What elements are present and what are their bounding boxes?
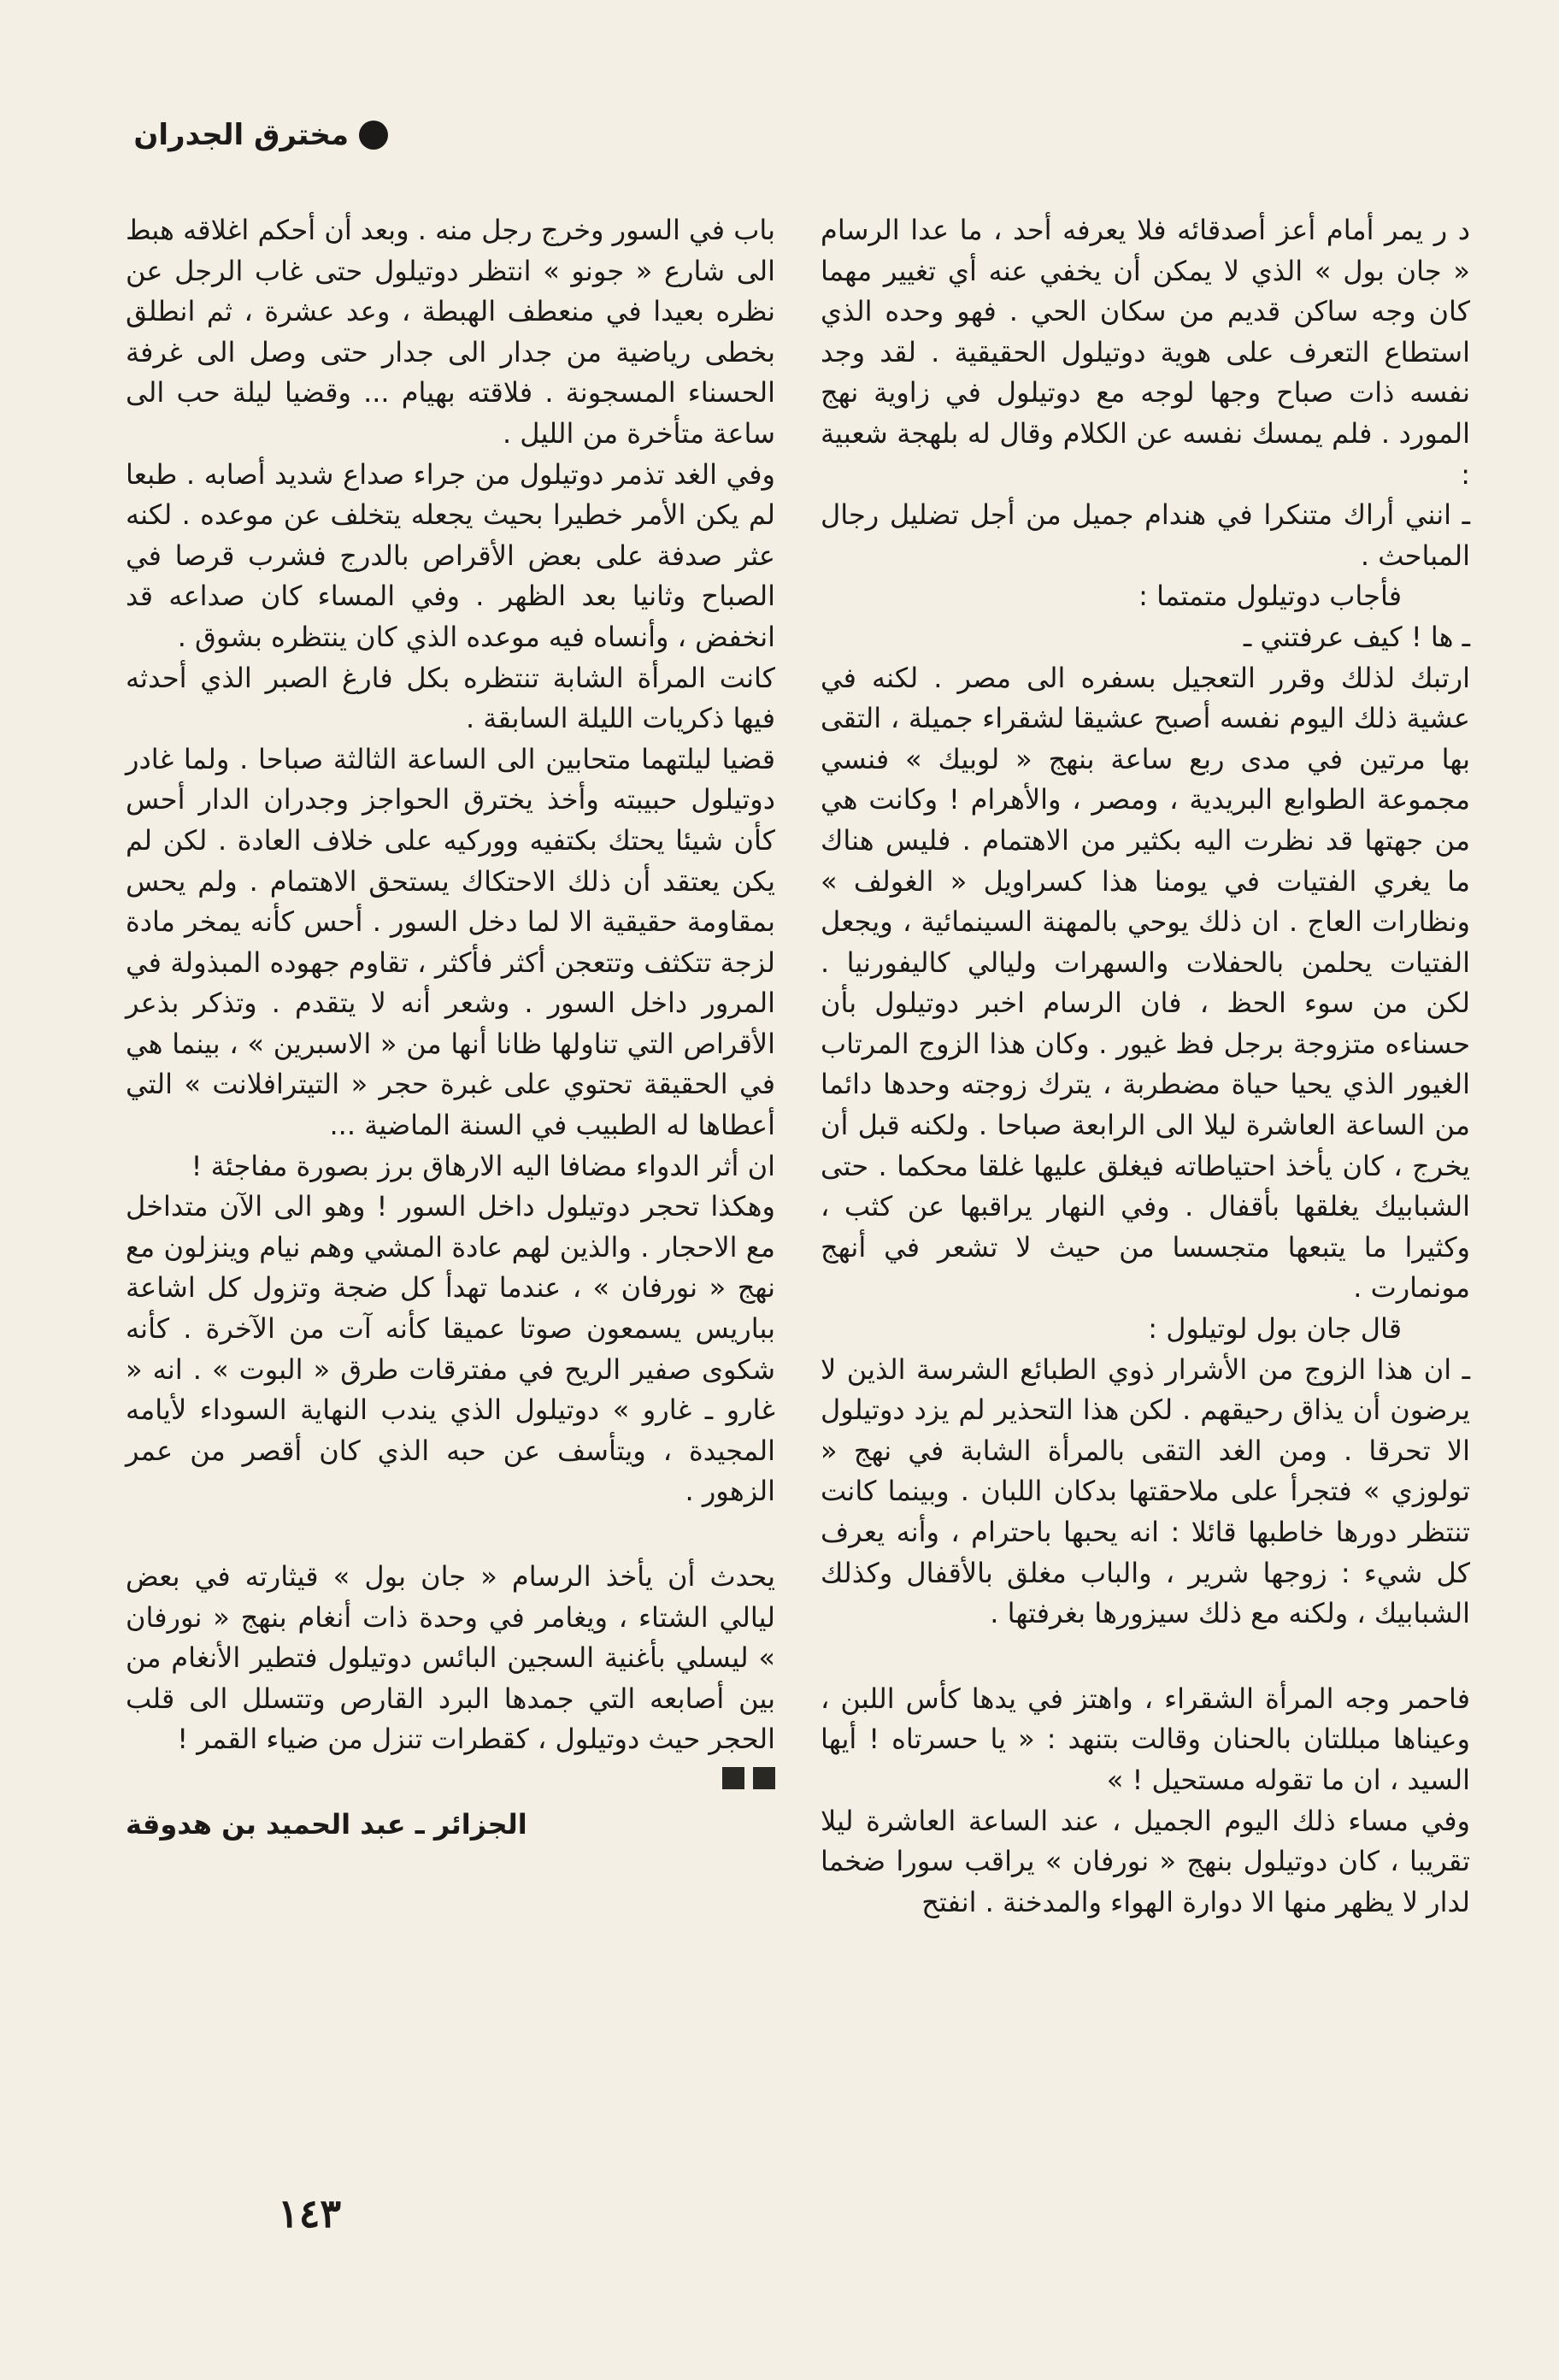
page-number: ١٤٣ xyxy=(278,2190,342,2236)
bullet-dot-icon xyxy=(359,121,388,150)
paragraph: وفي مساء ذلك اليوم الجميل ، عند الساعة العاشرة ليلا تقريبا ، كان دوتيلول بنهج « نورفان » يراقب سورا ضخما لدار لا يظهر منها الا دوارة الهواء والمدخنة . انفتح xyxy=(821,1804,1470,1918)
paragraph: قال جان بول لوتيلول : xyxy=(1148,1312,1402,1346)
running-head xyxy=(133,118,388,152)
paragraph: د ر يمر أمام أعز أصدقائه فلا يعرفه أحد ، ما عدا الرسام « جان بول » الذي لا يمكن أن يخفي عنه أي تغيير مهما كان وجه ساكن قديم من سكان الحي . فهو وحده الذي استطاع التعرف على هوية دوتيلول الحقيقية . لقد وجد نفسه ذات صباح وجها لوجه مع دوتيلول في زاوية نهج المورد . فلم يمسك نفسه عن الكلام وقال له بلهجة شعبية : xyxy=(821,214,1470,491)
paragraph: فأجاب دوتيلول متمتما : xyxy=(1138,580,1402,613)
paragraph: ارتبك لذلك وقرر التعجيل بسفره الى مصر . لكنه في عشية ذلك اليوم نفسه أصبح عشيقا لشقراء جميلة ، التقى بها مرتين في مدى ربع ساعة بنهج « لوبيك » فنسي مجموعة الطوابع البريدية ، ومصر ، والأهرام ! وكانت هي من جهتها قد نظرت اليه بكثير من الاهتمام . فليس هناك ما يغري الفتيات في يومنا هذا كسراويل « الغولف » ونظارات العاج . ان ذلك يوحي بالمهنة السينمائية ، ويجعل الفتيات يحلمن بالحفلات والسهرات وليالي كاليفورنيا . لكن من سوء الحظ ، فان الرسام اخبر دوتيلول بأن حسناءه متزوجة برجل فظ غيور . وكان هذا الزوج المرتاب الغيور الذي يحيا حياة مضطربة ، يترك زوجته وحدها دائما من الساعة العاشرة ليلا الى الرابعة صباحا . ولكنه قبل أن يخرج ، كان يأخذ احتياطاته فيغلق عليها غلقا محكما . حتى الشبابيك يغلقها بأقفال . وفي النهار يراقبها عن كثب ، وكثيرا ما يتبعها متجسسا من حيث لا تشعر في أنهج مونمارت . xyxy=(821,661,1470,1305)
running-title: مخترق الجدران xyxy=(133,118,349,152)
paragraph: ـ ها ! كيف عرفتني ـ xyxy=(1243,620,1470,653)
end-square-icon xyxy=(722,1767,744,1789)
right-column xyxy=(821,210,1470,1923)
left-column xyxy=(126,210,775,1846)
end-of-article-mark xyxy=(126,1767,775,1789)
paragraph: كانت المرأة الشابة تنتظره بكل فارغ الصبر الذي أحدثه فيها ذكريات الليلة السابقة . xyxy=(126,661,775,735)
paragraph: يحدث أن يأخذ الرسام « جان بول » قيثارته في بعض ليالي الشتاء ، ويغامر في وحدة ذات أنغام بنهج « نورفان » ليسلي بأغنية السجين البائس دوتيلول فتطير الأنغام من بين أصابعه التي جمدها البرد القارص وتتسلل الى قلب الحجر حيث دوتيلول ، كقطرات تنزل من ضياء القمر ! xyxy=(126,1560,775,1756)
end-square-icon xyxy=(753,1767,775,1789)
paragraph: باب في السور وخرج رجل منه . وبعد أن أحكم اغلاقه هبط الى شارع « جونو » انتظر دوتيلول حتى غاب الرجل عن نظره بعيدا في منعطف الهبطة ، وعد عشرة ، ثم انطلق بخطى رياضية من جدار الى جدار حتى وصل الى غرفة الحسناء المسجونة . فلاقته بهيام ... وقضيا ليلة حب الى ساعة متأخرة من الليل . xyxy=(126,214,775,450)
paragraph: قضيا ليلتهما متحابين الى الساعة الثالثة صباحا . ولما غادر دوتيلول حبيبته وأخذ يخترق الحواجز وجدران الدار أحس كأن شيئا يحتك بكتفيه ووركيه على خلاف العادة . لكن لم يكن يعتقد أن ذلك الاحتكاك يستحق الاهتمام . ولم يحس بمقاومة حقيقية الا لما دخل السور . أحس كأنه يمخر مادة لزجة تتكثف وتتعجن أكثر فأكثر ، تقاوم جهوده المبذولة في المرور داخل السور . وشعر أنه لا يتقدم . وتذكر بذعر الأقراص التي تناولها ظانا أنها من « الاسبرين » ، بينما هي في الحقيقة تحتوي على غبرة حجر « التيترافلانت » التي أعطاها له الطبيب في السنة الماضية ... xyxy=(126,742,775,1142)
paragraph: ان أثر الدواء مضافا اليه الارهاق برز بصورة مفاجئة ! xyxy=(191,1149,775,1182)
paragraph: ـ انني أراك متنكرا في هندام جميل من أجل تضليل رجال المباحث . xyxy=(821,498,1470,572)
paragraph: وفي الغد تذمر دوتيلول من جراء صداع شديد أصابه . طبعا لم يكن الأمر خطيرا بحيث يجعله يتخلف عن موعده . لكنه عثر صدفة على بعض الأقراص بالدرج فشرب قرصا في الصباح وثانيا بعد الظهر . وفي المساء كان صداعه قد انخفض ، وأنساه فيه موعده الذي كان ينتظره بشوق . xyxy=(126,457,775,653)
paragraph: فاحمر وجه المرأة الشقراء ، واهتز في يدها كأس اللبن ، وعيناها مبللتان بالحنان وقالت بتنهد : « يا حسرتاه ! أيها السيد ، ان ما تقوله مستحيل ! » xyxy=(821,1682,1470,1796)
paragraph: وهكذا تحجر دوتيلول داخل السور ! وهو الى الآن متداخل مع الاحجار . والذين لهم عادة المشي وهم نيام وينزلون مع نهج « نورفان » ، عندما تهدأ كل ضجة وتزول كل اشاعة بباريس يسمعون صوتا عميقا كأنه آت من الآخرة . كأنه شكوى صفير الريح في مفترقات طرق « البوت » . انه « غارو ـ غارو » دوتيلول الذي يندب النهاية السوداء لأيامه المجيدة ، ويتأسف عن حبه الذي كان أقصر من عمر الزهور . xyxy=(126,1190,775,1508)
author-signature: الجزائر ـ عبد الحميد بن هدوقة xyxy=(126,1807,527,1841)
paragraph: ـ ان هذا الزوج من الأشرار ذوي الطبائع الشرسة الذين لا يرضون أن يذاق رحيقهم . لكن هذا التحذير لم يزد دوتيلول الا تحرقا . ومن الغد التقى بالمرأة الشابة في نهج « تولوزي » فتجرأ على ملاحقتها بدكان اللبان . وبينما كانت تنتظر دورها خاطبها قائلا : انه يحبها باحترام ، وأنه يعرف كل شيء : زوجها شرير ، والباب مغلق بالأقفال وكذلك الشبابيك ، ولكنه مع ذلك سيزورها بغرفتها . xyxy=(821,1352,1470,1630)
